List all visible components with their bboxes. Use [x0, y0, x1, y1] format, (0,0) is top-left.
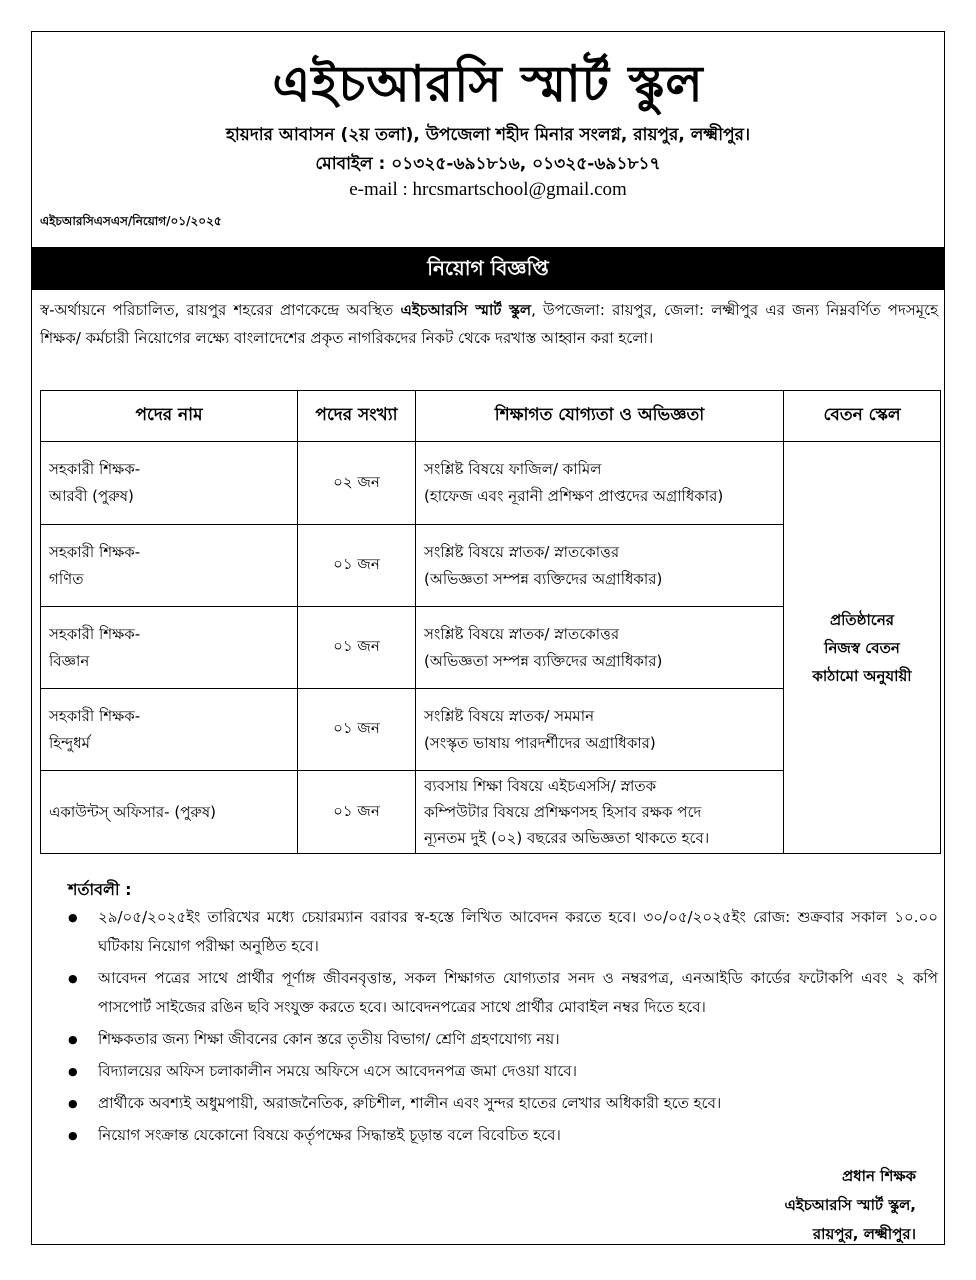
post-count-cell: ০১ জন: [298, 607, 416, 689]
school-email: e-mail : hrcsmartschool@gmail.com: [349, 179, 627, 200]
conditions-title: শর্তাবলী :: [68, 880, 132, 899]
header-post-count: পদের সংখ্যা: [298, 391, 416, 442]
qualification-line: (হাফেজ এবং নূরানী প্রশিক্ষণ প্রাপ্তদের অগ্রাধিকার): [424, 487, 724, 505]
school-address: হায়দার আবাসন (২য় তলা), উপজেলা শহীদ মিনার সংলগ্ন, রায়পুর, লক্ষ্মীপুর।: [225, 125, 751, 145]
school-mobile: মোবাইল : ০১৩২৫-৬৯১৮১৬, ০১৩২৫-৬৯১৮১৭: [315, 154, 661, 174]
post-name-line: সহকারী শিক্ষক-: [49, 624, 141, 643]
qualification-cell: [416, 607, 784, 689]
intro-paragraph: [40, 296, 938, 352]
conditions-list: [68, 903, 938, 1153]
header-salary-scale: বেতন স্কেল: [784, 391, 941, 442]
list-item: ● আবেদন পত্রের সাথে প্রার্থীর পূর্ণাঙ্গ জীবনবৃত্তান্ত, সকল শিক্ষাগত যোগ্যতার সনদ ও নম্বরপত্র, এনআইডি কার্ডের ফটোকপি এবং ২ কপি পাসপোর্ট সাইজের রঙিন ছবি সংযুক্ত করতে হবে। আবেদনপত্রের সাথে প্রার্থীর মোবাইল নম্বর দিতে হবে।: [68, 964, 938, 1022]
notice-banner: নিয়োগ বিজ্ঞপ্তি: [31, 247, 945, 290]
qualification-line: কম্পিউটার বিষয়ে প্রশিক্ষণসহ হিসাব রক্ষক পদে: [424, 803, 702, 821]
post-name-cell: একাউন্টস্ অফিসার- (পুরুষ): [41, 771, 298, 854]
qualification-line: সংশ্লিষ্ট বিষয়ে স্নাতক/ স্নাতকোত্তর: [424, 624, 620, 643]
salary-line: প্রতিষ্ঠানের: [829, 610, 895, 629]
header-qualification: শিক্ষাগত যোগ্যতা ও অভিজ্ঞতা: [416, 391, 784, 442]
post-name-cell: [41, 689, 298, 771]
qualification-line: সংশ্লিষ্ট বিষয়ে ফাজিল/ কামিল: [424, 460, 602, 478]
signature-block: [785, 1162, 917, 1249]
qualification-line: সংশ্লিষ্ট বিষয়ে স্নাতক/ সমমান: [424, 706, 595, 725]
signature-title: প্রধান শিক্ষক: [842, 1167, 916, 1185]
list-item: ● ২৯/০৫/২০২৫ইং তারিখের মধ্যে চেয়ারম্যান বরাবর স্ব-হস্তে লিখিত আবেদন করতে হবে। ৩০/০৫/২০২৫ইং রোজ: শুক্রবার সকাল ১০.০০ ঘটিকায় নিয়োগ পরীক্ষা অনুষ্ঠিত হবে।: [68, 903, 938, 961]
qualification-cell: [416, 771, 784, 854]
post-name-line: হিন্দুধর্ম: [49, 733, 90, 752]
qualification-line: (অভিজ্ঞতা সম্পন্ন ব্যক্তিদের অগ্রাধিকার): [424, 569, 663, 588]
salary-line: কাঠামো অনুযায়ী: [812, 666, 912, 685]
post-name-cell: [41, 442, 298, 525]
table-row: [41, 442, 941, 525]
post-name-line: সহকারী শিক্ষক-: [49, 460, 141, 478]
post-name-line: আরবী (পুরুষ): [49, 487, 134, 505]
salary-line: নিজস্ব বেতন: [824, 638, 900, 657]
post-count-cell: ০১ জন: [298, 689, 416, 771]
post-name-line: সহকারী শিক্ষক-: [49, 706, 141, 725]
header-post-name: পদের নাম: [41, 391, 298, 442]
post-name-line: গণিত: [49, 569, 84, 588]
post-count-cell: ০১ জন: [298, 771, 416, 854]
qualification-cell: [416, 689, 784, 771]
list-item: ● প্রার্থীকে অবশ্যই অধুমপায়ী, অরাজনৈতিক, রুচিশীল, শালীন এবং সুন্দর হাতের লেখার অধিকারী হতে হবে।: [68, 1089, 938, 1118]
posts-table: [40, 390, 941, 854]
list-item: ● শিক্ষকতার জন্য শিক্ষা জীবনের কোন স্তরে তৃতীয় বিভাগ/ শ্রেণি গ্রহণযোগ্য নয়।: [68, 1025, 938, 1054]
intro-text-start: স্ব-অর্থায়নে পরিচালিত, রায়পুর শহরের প্রাণকেন্দ্রে অবস্থিত: [40, 301, 401, 319]
signature-org: এইচআরসি স্মার্ট স্কুল,: [784, 1196, 916, 1214]
qualification-cell: [416, 442, 784, 525]
table-header-row: [41, 391, 941, 442]
qualification-line: সংশ্লিষ্ট বিষয়ে স্নাতক/ স্নাতকোত্তর: [424, 542, 620, 561]
post-name-line: সহকারী শিক্ষক-: [49, 542, 141, 561]
post-name-line: বিজ্ঞান: [49, 651, 90, 670]
signature-place: রায়পুর, লক্ষ্মীপুর।: [812, 1225, 916, 1243]
school-name: এইচআরসি স্মার্ট স্কুল: [272, 55, 704, 113]
post-count-cell: ০২ জন: [298, 442, 416, 525]
post-count-cell: ০১ জন: [298, 525, 416, 607]
intro-school-name: এইচআরসি স্মার্ট স্কুল: [400, 301, 532, 319]
list-item: ● বিদ্যালয়ের অফিস চলাকালীন সময়ে অফিসে এসে আবেদনপত্র জমা দেওয়া যাবে।: [68, 1057, 938, 1086]
post-name-cell: [41, 607, 298, 689]
qualification-line: (অভিজ্ঞতা সম্পন্ন ব্যক্তিদের অগ্রাধিকার): [424, 651, 663, 670]
post-name-cell: [41, 525, 298, 607]
list-item: ● নিয়োগ সংক্রান্ত যেকোনো বিষয়ে কর্তৃপক্ষের সিদ্ধান্তই চূড়ান্ত বলে বিবেচিত হবে।: [68, 1121, 938, 1150]
qualification-line: ন্যূনতম দুই (০২) বছরের অভিজ্ঞতা থাকতে হবে।: [424, 829, 710, 847]
salary-scale-cell: [784, 442, 941, 854]
memo-number: এইচআরসিএসএস/নিয়োগ/০১/২০২৫: [40, 214, 222, 228]
qualification-cell: [416, 525, 784, 607]
qualification-line: (সংস্কৃত ভাষায় পারদর্শীদের অগ্রাধিকার): [424, 733, 656, 752]
qualification-line: ব্যবসায় শিক্ষা বিষয়ে এইচএসসি/ স্নাতক: [424, 777, 657, 795]
intro-text-end: , উপজেলা: রায়পুর, জেলা: লক্ষ্মীপুর এর জন্য নিম্নবর্ণিত পদসমূহে শিক্ষক/ কর্মচারী নিয়োগের লক্ষ্যে বাংলাদেশের প্রকৃত নাগরিকদের নিকট থেকে দরখাস্ত আহ্বান করা হলো।: [40, 301, 938, 347]
